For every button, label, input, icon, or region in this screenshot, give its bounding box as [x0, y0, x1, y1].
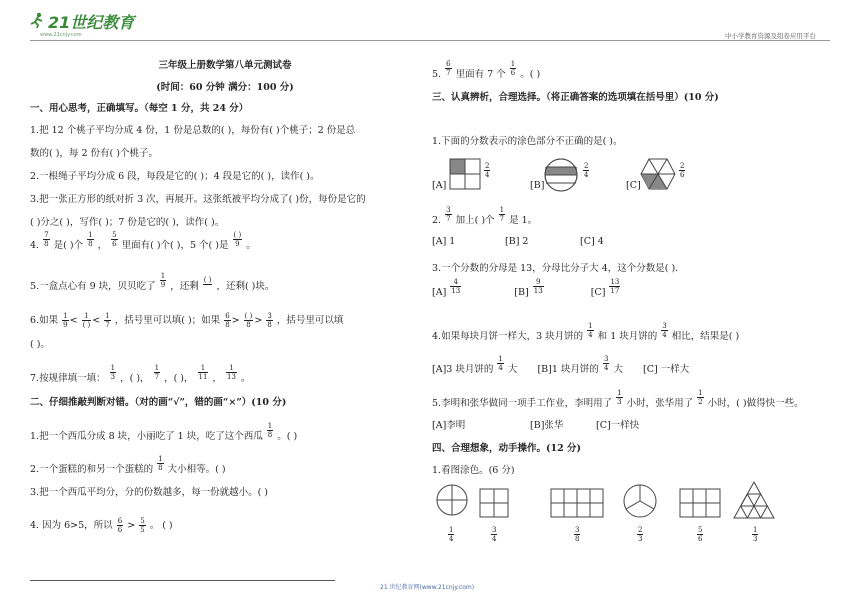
s3-q1: 1.下面的分数表示的涂色部分不正确的是( )。 — [432, 136, 623, 147]
s3-q1-option-b-label: [B] — [530, 180, 545, 191]
fraction: $\frac{6}{7}$ — [446, 60, 451, 77]
hexagon-figure — [640, 158, 676, 190]
s1-q3-line2: ( )分之( )，写作( )；7 份是它的( )，读作( )。 — [30, 217, 225, 228]
figure-4-label: 2 3 — [638, 526, 643, 543]
s2-q5: 5. $\frac{6}{7}$ 里面有 7 个 $\frac{1}{6}$ 。( ) — [432, 60, 541, 80]
fraction: $\frac{1}{7}$ — [105, 312, 110, 329]
fraction-label: 2 4 — [485, 162, 490, 179]
fraction: $\frac{3}{7}$ — [446, 206, 451, 223]
s3-q4-options: [A]3 块月饼的 $\frac{1}{4}$ 大 [B]1 块月饼的 $\frac{3}{4}$ 大 [C] 一样大 — [432, 355, 690, 375]
s3-q5-option-c: [C]一样快 — [596, 420, 640, 431]
section-3-heading: 三、认真辨析，合理选择。（将正确答案的选项填在括号里）(10 分) — [432, 92, 719, 103]
fraction: $\frac{3}{4}$ — [603, 355, 609, 372]
figure-2-label: 3 4 — [492, 526, 497, 543]
section-4-heading: 四、合理想象，动手操作。(12 分) — [432, 443, 582, 454]
fraction: $\frac{1}{6}$ — [510, 60, 516, 77]
fraction: $\frac{1}{8}$ — [158, 455, 163, 472]
s4-q1: 1.看图涂色。(6 分) — [432, 465, 515, 476]
fraction-label: 2 6 — [680, 162, 685, 179]
footer-source: 21 世纪教育网(www.21cnjy.com) — [380, 584, 475, 591]
exam-meta: (时间：60 分钟 满分：100 分) — [156, 82, 294, 93]
fraction: $\frac{5}{5}$ — [140, 517, 145, 534]
fraction: $\frac{1}{4}$ — [588, 322, 593, 339]
footer-rule — [30, 580, 335, 581]
runner-icon — [30, 12, 44, 31]
fraction: ( ) 9 — [233, 231, 242, 248]
figure-3-label: 3 8 — [575, 526, 580, 543]
figure-5-label: 5 6 — [698, 526, 703, 543]
fraction: $\frac{1}{7}$ — [499, 206, 505, 223]
s3-q3-options: [A] $\frac{4}{13}$ [B] $\frac{9}{13}$ [C] $\frac{13}{17}$ — [432, 278, 620, 298]
s1-q5: 5.一盒点心有 9 块，贝贝吃了 $\frac{1}{9}$ ，还剩 ( ) ，还剩( )块。 — [30, 272, 275, 292]
fraction: $\frac{1}{8}$ — [267, 422, 273, 439]
fraction: $\frac{6}{6}$ — [117, 517, 123, 534]
s2-q3: 3.把一个西瓜平均分，分的份数越多，每一份就越小。( ) — [30, 487, 268, 498]
section-2-heading: 二、仔细推敲判断对错。（对的画“√”，错的画“×”）(10 分) — [30, 397, 287, 408]
square-quarters-blank-figure — [479, 488, 509, 518]
logo-text: 21世纪教育 — [48, 13, 135, 32]
fraction: $\frac{1}{9}$ — [63, 312, 68, 329]
square-quarters-figure — [449, 158, 481, 190]
s3-q4: 4.如果每块月饼一样大，3 块月饼的 $\frac{1}{4}$ 和 1 块月饼的 $\frac{3}{4}$ 相比，结果是( ) — [432, 322, 740, 342]
rectangle-eighths-figure — [550, 488, 604, 518]
figure-1-label: 1 4 — [449, 526, 454, 543]
fraction: $\frac{4}{13}$ — [451, 278, 461, 295]
circle-thirds-figure — [623, 484, 657, 518]
figure-6-label: 1 3 — [753, 526, 758, 543]
fraction: $\frac{7}{8}$ — [44, 231, 49, 248]
striped-circle-figure — [543, 158, 579, 192]
s3-q2: 2. $\frac{3}{7}$ 加上( )个 $\frac{1}{7}$ 是 1。 — [432, 206, 538, 226]
s3-q5-option-b: [B]张华 — [530, 420, 564, 431]
s1-q2: 2.一根绳子平均分成 6 段，每段是它的( )；4 段是它的( )，读作( )。 — [30, 171, 320, 182]
fraction: $\frac{3}{4}$ — [662, 322, 667, 339]
logo-url: www.21cnjy.com — [40, 32, 82, 38]
fraction: $\frac{1}{7}$ — [154, 364, 160, 381]
platform-name: 中小学教育资源及组卷应用平台 — [725, 32, 816, 40]
s3-q2-option-a: [A] 1 — [432, 236, 456, 247]
fraction: $\frac{1}{3}$ — [110, 364, 116, 381]
s1-q1-line2: 数的( )，每 2 份有( )个桃子。 — [30, 148, 158, 159]
s1-q3-line1: 3.把一张正方形的纸对折 3 次，再展开。这张纸被平均分成了( )份，每份是它的 — [30, 194, 366, 205]
fraction-label: 2 4 — [584, 162, 589, 179]
s1-q6-line2: ( )。 — [30, 339, 50, 350]
fraction: $\frac{1}{9}$ — [160, 272, 166, 289]
fraction: $\frac{1}{4}$ — [498, 355, 503, 372]
fraction: $\frac{1}{13}$ — [227, 364, 236, 381]
s2-q1: 1.把一个西瓜分成 8 块，小丽吃了 1 块，吃了这个西瓜 $\frac{1}{8}$ 。( ) — [30, 422, 298, 442]
s2-q2: 2.一个蛋糕的和另一个蛋糕的 $\frac{1}{8}$ 大小相等。( ) — [30, 455, 226, 475]
fraction: $\frac{6}{8}$ — [225, 312, 230, 329]
fraction: $\frac{5}{6}$ — [112, 231, 117, 248]
fraction: $\frac{1}{11}$ — [198, 364, 208, 381]
s1-q4: 4. $\frac{7}{8}$ 是( )个 $\frac{1}{8}$ ， $\frac{5}{6}$ 里面有( )个( )，5 个( )是 ( ) 9 。 — [30, 231, 256, 251]
s3-q5-option-a: [A]李明 — [432, 420, 466, 431]
s3-q1-option-c-label: [C] — [626, 180, 641, 191]
s1-q7: 7.按规律填一填： $\frac{1}{3}$ ，( )， $\frac{1}{7}$ ，( )， $\frac{1}{11}$ ， $\frac{1}{13}$ 。 — [30, 364, 251, 384]
s3-q2-option-b: [B] 2 — [505, 236, 529, 247]
fraction: $\frac{1}{2}$ — [698, 389, 703, 406]
fraction: $\frac{1}{3}$ — [617, 389, 622, 406]
triangle-ninths-figure — [733, 481, 775, 519]
fraction: ( ) — [203, 276, 212, 284]
fraction: $\frac{13}{17}$ — [610, 278, 620, 295]
fraction: $\frac{3}{8}$ — [267, 312, 272, 329]
s3-q3: 3.一个分数的分母是 13，分母比分子大 4，这个分数是( ). — [432, 263, 679, 274]
rectangle-sixths-figure — [679, 488, 721, 518]
site-logo — [30, 10, 135, 38]
fraction: $\frac{9}{13}$ — [533, 278, 543, 295]
circle-quarters-figure — [436, 484, 468, 516]
exam-title: 三年级上册数学第八单元测试卷 — [158, 60, 292, 71]
s3-q2-option-c: [C] 4 — [580, 236, 604, 247]
header-rule — [30, 40, 830, 41]
s1-q1-line1: 1.把 12 个桃子平均分成 4 份，1 份是总数的( )，每份有( )个桃子；2 份是总 — [30, 125, 356, 136]
fraction: 1 ( ) — [82, 312, 91, 329]
fraction: $\frac{1}{8}$ — [88, 231, 93, 248]
s3-q1-option-a-label: [A] — [432, 180, 447, 191]
s3-q5: 5.李明和张华做同一项手工作业，李明用了 $\frac{1}{3}$ 小时，张华用了 $\frac{1}{2}$ 小时，( )做得快一些。 — [432, 389, 804, 409]
fraction: ( ) 8 — [244, 312, 253, 329]
s2-q4: 4. 因为 6>5，所以 $\frac{6}{6}$ > $\frac{5}{5}$ 。 ( ) — [30, 517, 173, 534]
section-1-heading: 一、用心思考，正确填写。（每空 1 分，共 24 分） — [30, 103, 249, 114]
s1-q6-line1: 6.如果 $\frac{1}{9}$ < 1 ( ) < $\frac{1}{7}$ ，括号里可以填( )；如果 $\frac{6}{8}$ > ( ) 8 > $\frac{3}{8}$ ，括号里可以填 — [30, 312, 344, 329]
